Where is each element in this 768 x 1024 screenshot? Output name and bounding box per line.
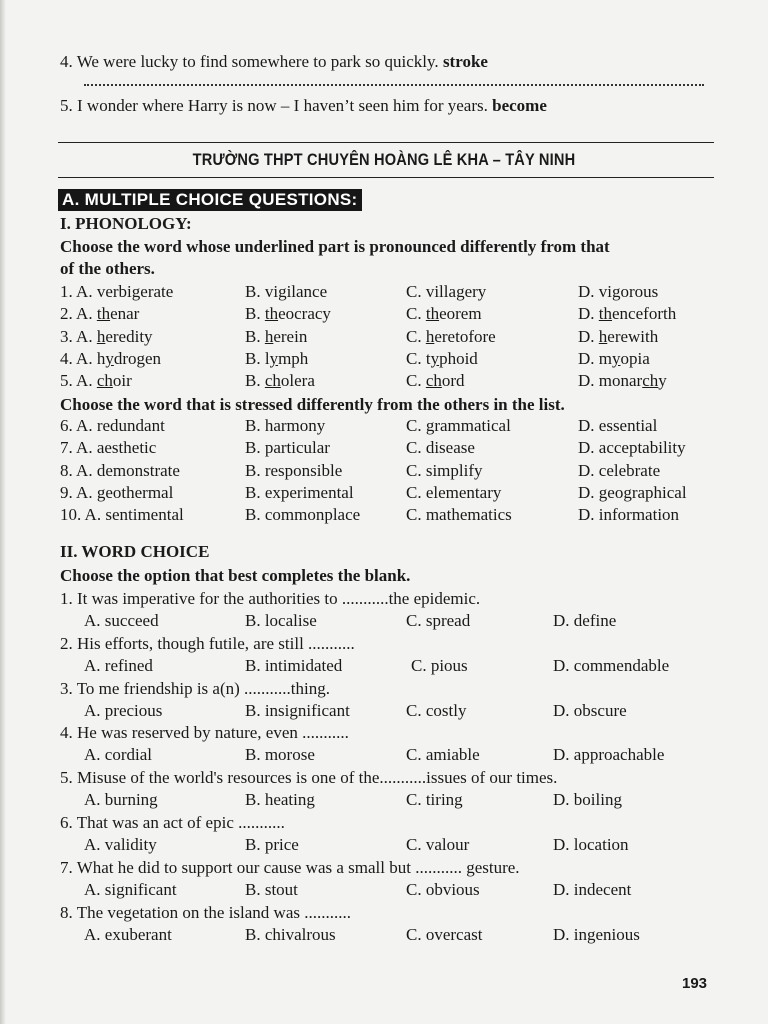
underlined-sound: h (96, 326, 106, 346)
option-1-a: 6. A. redundant (60, 416, 165, 435)
word-choice-option-7-b: B. stout (245, 879, 298, 899)
option-1-c: C. grammatical (406, 416, 511, 435)
word-choice-option-3-b: B. insignificant (245, 700, 350, 720)
word-choice-option-5-a: A. burning (84, 790, 158, 810)
school-title: TRƯỜNG THPT CHUYÊN HOÀNG LÊ KHA – TÂY NINH (192, 150, 576, 169)
word-choice-question-2: 2. His efforts, though futile, are still ........... (60, 633, 355, 653)
option-5-a: 5. A. choir (60, 371, 132, 391)
word-choice-option-7-d: D. indecent (553, 879, 632, 899)
underlined-sound: h (425, 326, 435, 346)
word-choice-heading: II. WORD CHOICE (60, 542, 210, 561)
option-3-b: B. responsible (245, 460, 343, 480)
word-choice-option-8-d: D. ingenious (553, 924, 640, 944)
underlined-sound: ch (264, 371, 281, 391)
page-edge-shadow (0, 0, 6, 1024)
word-choice-question-3: 3. To me friendship is a(n) ...........thing. (60, 678, 330, 698)
option-3-c: C. simplify (406, 460, 483, 480)
option-1-b: B. vigilance (245, 282, 328, 301)
option-1-b: B. harmony (245, 416, 326, 435)
underlined-sound: h (264, 326, 274, 346)
word-choice-option-2-d: D. commendable (553, 655, 670, 675)
word-choice-instruction: Choose the option that best completes the blank. (60, 566, 411, 585)
divider-bottom (58, 177, 714, 178)
word-choice-question-8: 8. The vegetation on the island was ........... (60, 902, 351, 922)
word-choice-option-6-a: A. validity (84, 835, 157, 854)
option-4-c: C. elementary (406, 482, 502, 502)
word-choice-option-3-c: C. costly (406, 700, 467, 720)
option-2-d: D. thenceforth (578, 304, 677, 324)
option-4-d: D. myopia (578, 348, 650, 368)
word-choice-option-7-a: A. significant (84, 879, 177, 899)
page-number: 193 (682, 975, 708, 992)
divider-top (58, 142, 714, 143)
word-choice-question-6: 6. That was an act of epic ........... (60, 813, 285, 832)
word-choice-option-2-a: A. refined (84, 655, 153, 675)
underlined-sound: ch (642, 371, 659, 391)
word-choice-option-1-c: C. spread (406, 611, 471, 630)
option-5-b: B. commonplace (245, 505, 361, 525)
word-choice-option-4-d: D. approachable (553, 745, 665, 765)
option-4-b: B. experimental (245, 482, 354, 502)
option-5-d: D. monarchy (578, 371, 667, 391)
underlined-sound: y (269, 348, 279, 368)
option-5-a: 10. A. sentimental (60, 505, 184, 525)
option-1-d: D. vigorous (578, 282, 659, 301)
word-choice-question-4: 4. He was reserved by nature, even ........... (60, 723, 349, 743)
instruction-pronunciation-l2: of the others. (60, 259, 155, 278)
rewrite-question-5: 5. I wonder where Harry is now – I haven’t seen him for years. become (60, 96, 547, 115)
rewrite-question-4: 4. We were lucky to find somewhere to park so quickly. stroke (60, 52, 488, 71)
underlined-sound: g (456, 282, 465, 301)
option-5-b: B. cholera (245, 371, 315, 391)
word-choice-option-1-b: B. localise (245, 611, 317, 630)
cue-word: stroke (442, 52, 488, 71)
section-a-heading: A. MULTIPLE CHOICE QUESTIONS: (58, 189, 362, 211)
option-3-a: 3. A. heredity (60, 326, 153, 346)
option-3-d: D. herewith (578, 326, 659, 346)
word-choice-option-8-c: C. overcast (406, 924, 483, 944)
word-choice-option-5-c: C. tiring (406, 790, 463, 810)
option-2-d: D. acceptability (578, 438, 686, 458)
option-1-c: C. villagery (406, 282, 487, 301)
word-choice-question-5: 5. Misuse of the world's resources is one of the...........issues of our times. (60, 768, 558, 788)
option-2-a: 7. A. aesthetic (60, 438, 157, 458)
word-choice-option-4-c: C. amiable (406, 745, 480, 765)
word-choice-option-6-d: D. location (553, 835, 629, 854)
underlined-sound: ch (425, 371, 442, 391)
word-choice-option-5-b: B. heating (245, 790, 315, 810)
word-choice-option-4-b: B. morose (245, 745, 315, 765)
word-choice-option-1-a: A. succeed (84, 611, 159, 630)
underlined-sound: th (96, 304, 111, 324)
phonology-heading: I. PHONOLOGY: (60, 214, 192, 233)
underlined-sound: y (612, 348, 621, 368)
answer-dotted-line (84, 82, 704, 86)
word-choice-option-2-c: C. pious (411, 655, 468, 675)
underlined-sound: th (598, 304, 613, 324)
word-choice-option-2-b: B. intimidated (245, 655, 343, 675)
underlined-sound: th (425, 304, 440, 324)
option-2-c: C. disease (406, 438, 475, 458)
option-1-d: D. essential (578, 416, 658, 435)
word-choice-option-3-a: A. precious (84, 700, 163, 720)
word-choice-option-6-b: B. price (245, 835, 299, 854)
instruction-stress: Choose the word that is stressed differently from the others in the list. (60, 395, 565, 414)
word-choice-question-7: 7. What he did to support our cause was a small but ........... gesture. (60, 857, 520, 877)
underlined-sound: th (264, 304, 279, 324)
word-choice-option-3-d: D. obscure (553, 700, 627, 720)
option-4-d: D. geographical (578, 482, 687, 502)
option-2-c: C. theorem (406, 304, 482, 324)
option-2-a: 2. A. thenar (60, 304, 140, 324)
option-4-c: C. typhoid (406, 348, 478, 368)
word-choice-question-1: 1. It was imperative for the authorities to ...........the epidemic. (60, 589, 481, 608)
option-2-b: B. theocracy (245, 304, 331, 324)
option-3-b: B. herein (245, 326, 308, 346)
underlined-sound: h (598, 326, 608, 346)
option-5-d: D. information (578, 505, 680, 525)
underlined-sound: g (131, 282, 141, 301)
option-3-c: C. heretofore (406, 326, 496, 346)
cue-word: become (492, 96, 547, 115)
option-3-d: D. celebrate (578, 460, 661, 480)
word-choice-option-8-b: B. chivalrous (245, 924, 336, 944)
word-choice-option-5-d: D. boiling (553, 790, 622, 810)
option-4-b: B. lymph (245, 348, 309, 368)
word-choice-option-1-d: D. define (553, 611, 617, 630)
option-4-a: 4. A. hydrogen (60, 348, 162, 368)
word-choice-option-6-c: C. valour (406, 835, 470, 854)
instruction-pronunciation-l1: Choose the word whose underlined part is pronounced differently from that (60, 237, 610, 256)
option-4-a: 9. A. geothermal (60, 482, 174, 502)
option-3-a: 8. A. demonstrate (60, 460, 180, 480)
underlined-sound: ch (96, 371, 113, 391)
word-choice-option-8-a: A. exuberant (84, 924, 172, 944)
option-5-c: C. chord (406, 371, 465, 391)
option-1-a: 1. A. verbigerate (60, 282, 174, 301)
underlined-sound: y (430, 348, 440, 368)
word-choice-option-7-c: C. obvious (406, 879, 480, 899)
option-5-c: C. mathematics (406, 505, 512, 525)
underlined-sound: g (278, 282, 287, 301)
option-2-b: B. particular (245, 438, 330, 458)
underlined-sound: g (612, 282, 621, 301)
word-choice-option-4-a: A. cordial (84, 745, 152, 765)
underlined-sound: y (105, 348, 114, 368)
